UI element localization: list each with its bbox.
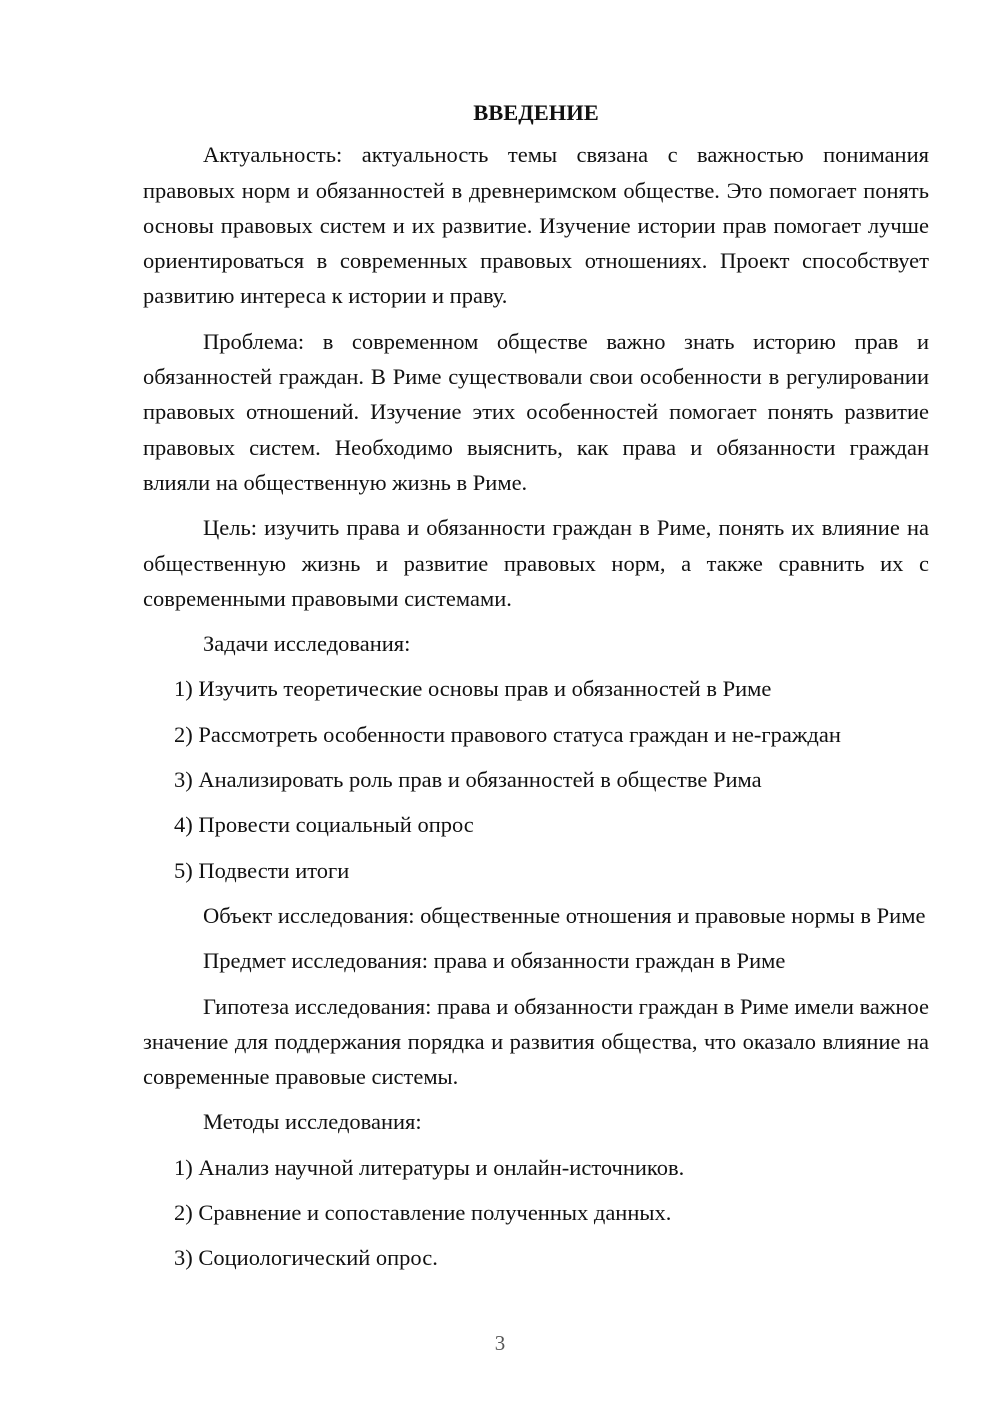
subject-paragraph: Предмет исследования: права и обязанности граждан в Риме [203,948,786,974]
task-item: 1) Изучить теоретические основы прав и обязанностей в Риме [174,676,772,702]
task-item: 3) Анализировать роль прав и обязанностей в обществе Рима [174,767,762,793]
tasks-heading: Задачи исследования: [203,631,411,657]
goal-paragraph: Цель: изучить права и обязанности граждан в Риме, понять их влияние на общественную жизнь и развитие правовых норм, а также сравнить их с современными правовыми системами. [143,515,929,611]
object-paragraph: Объект исследования: общественные отношения и правовые нормы в Риме [203,902,926,928]
problem-paragraph: Проблема: в современном обществе важно знать историю прав и обязанностей граждан. В Риме существовали свои особенности в регулировании правовых отношений. Изучение этих особенностей помогает понять развитие правовых систем. Необходимо выяснить, как права и обязанности граждан влияли на общественную жизнь в Риме. [143,328,929,495]
method-item: 3) Социологический опрос. [174,1245,438,1271]
relevance-paragraph: Актуальность: актуальность темы связана с важностью понимания правовых норм и обязанностей в древнеримском обществе. Это помогает понять основы правовых систем и их развитие. Изучение истории прав помогает лучше ориентироваться в современных правовых отношениях. Проект способствует развитию интереса к истории и праву. [143,142,929,309]
page-content [143,95,929,1286]
task-item: 5) Подвести итоги [174,857,350,883]
methods-list [143,1150,929,1276]
task-item: 4) Провести социальный опрос [174,812,474,838]
page-number: 3 [494,1331,506,1355]
hypothesis-paragraph: Гипотеза исследования: права и обязанности граждан в Риме имели важное значение для поддержания порядка и развития общества, что оказало влияние на современные правовые системы. [143,993,929,1090]
methods-heading: Методы исследования: [203,1109,422,1135]
tasks-list [143,671,929,887]
method-item: 2) Сравнение и сопоставление полученных данных. [174,1200,672,1226]
task-item: 2) Рассмотреть особенности правового статуса граждан и не-граждан [174,721,841,747]
section-title: ВВЕДЕНИЕ [473,100,599,125]
method-item: 1) Анализ научной литературы и онлайн-источников. [174,1154,685,1180]
